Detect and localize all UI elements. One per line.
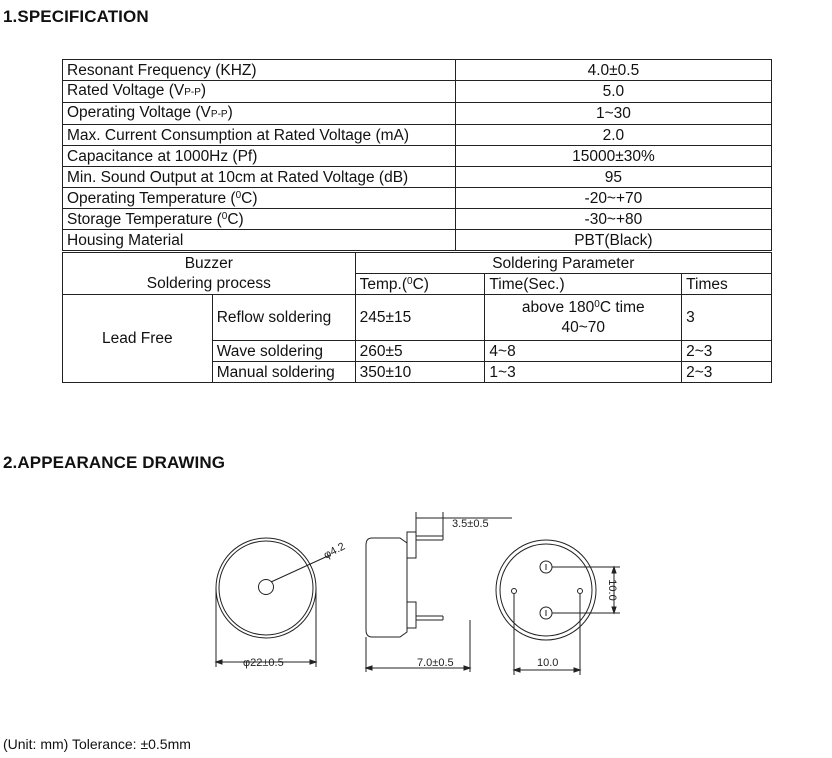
- table-row: [63, 60, 772, 81]
- param-value: 1~30: [455, 103, 771, 125]
- times-value: 2~3: [682, 362, 772, 383]
- soldering-parameter-header: Soldering Parameter: [355, 253, 771, 274]
- process-label: Manual soldering: [212, 362, 355, 383]
- param-value: -20~+70: [455, 188, 771, 209]
- temp-value: 245±15: [355, 295, 485, 341]
- temp-value: 260±5: [355, 341, 485, 362]
- process-label: Wave soldering: [212, 341, 355, 362]
- table-row: [63, 146, 772, 167]
- table-row: [63, 167, 772, 188]
- table-row: [63, 253, 772, 274]
- pin-length-dimension-label: 3.5±0.5: [452, 518, 489, 530]
- table-row: [63, 295, 772, 341]
- diameter-dimension-label: φ22±0.5: [243, 657, 284, 669]
- param-label: Operating Voltage (VP-P): [63, 103, 456, 125]
- table-row: [63, 188, 772, 209]
- specification-table: [62, 59, 772, 251]
- param-value: 15000±30%: [455, 146, 771, 167]
- pitch-vertical-dimension-label: 10.0: [606, 579, 618, 601]
- side-view: [366, 512, 512, 672]
- param-value: 95: [455, 167, 771, 188]
- soldering-table: [62, 252, 772, 383]
- bottom-view: [496, 540, 620, 675]
- param-label: Housing Material: [63, 230, 456, 251]
- appearance-drawing: [0, 480, 832, 690]
- col-temp-header: Temp.($^0$C): [355, 274, 485, 295]
- table-row: [63, 209, 772, 230]
- times-value: 2~3: [682, 341, 772, 362]
- process-label: Reflow soldering: [212, 295, 355, 341]
- front-view: [216, 538, 330, 667]
- table-row: [63, 125, 772, 146]
- param-label: Capacitance at 1000Hz (Pf): [63, 146, 456, 167]
- col-time-header: Time(Sec.): [485, 274, 682, 295]
- time-value: above $180^0C$ time 40~70: [485, 295, 682, 341]
- param-value: PBT(Black): [455, 230, 771, 251]
- unit-tolerance-note: (Unit: mm) Tolerance: ±0.5mm: [3, 736, 191, 752]
- param-value: -30~+80: [455, 209, 771, 230]
- param-value: 4.0±0.5: [455, 60, 771, 81]
- param-label: Min. Sound Output at 10cm at Rated Voltage (dB): [63, 167, 456, 188]
- section-title-specification: 1.SPECIFICATION: [3, 7, 149, 26]
- param-label: Rated Voltage (VP-P): [63, 81, 456, 103]
- height-dimension-label: 7.0±0.5: [417, 657, 454, 669]
- times-value: 3: [682, 295, 772, 341]
- param-label: Resonant Frequency (KHZ): [63, 60, 456, 81]
- param-label: Operating Temperature ($^0$C): [63, 188, 456, 209]
- time-value: 4~8: [485, 341, 682, 362]
- temp-value: 350±10: [355, 362, 485, 383]
- param-label: Storage Temperature ($^0$C): [63, 209, 456, 230]
- buzzer-process-header: Buzzer Soldering process: [63, 253, 356, 295]
- pitch-horizontal-dimension-label: 10.0: [537, 657, 559, 669]
- time-value: 1~3: [485, 362, 682, 383]
- param-value: 2.0: [455, 125, 771, 146]
- lead-free-label: Lead Free: [63, 295, 213, 383]
- hole-dimension-label: φ4.2: [321, 540, 348, 562]
- param-label: Max. Current Consumption at Rated Voltage (mA): [63, 125, 456, 146]
- col-times-header: Times: [682, 274, 772, 295]
- table-row: [63, 230, 772, 251]
- table-row: [63, 103, 772, 125]
- table-row: [63, 81, 772, 103]
- param-value: 5.0: [455, 81, 771, 103]
- section-title-appearance: 2.APPEARANCE DRAWING: [3, 453, 226, 472]
